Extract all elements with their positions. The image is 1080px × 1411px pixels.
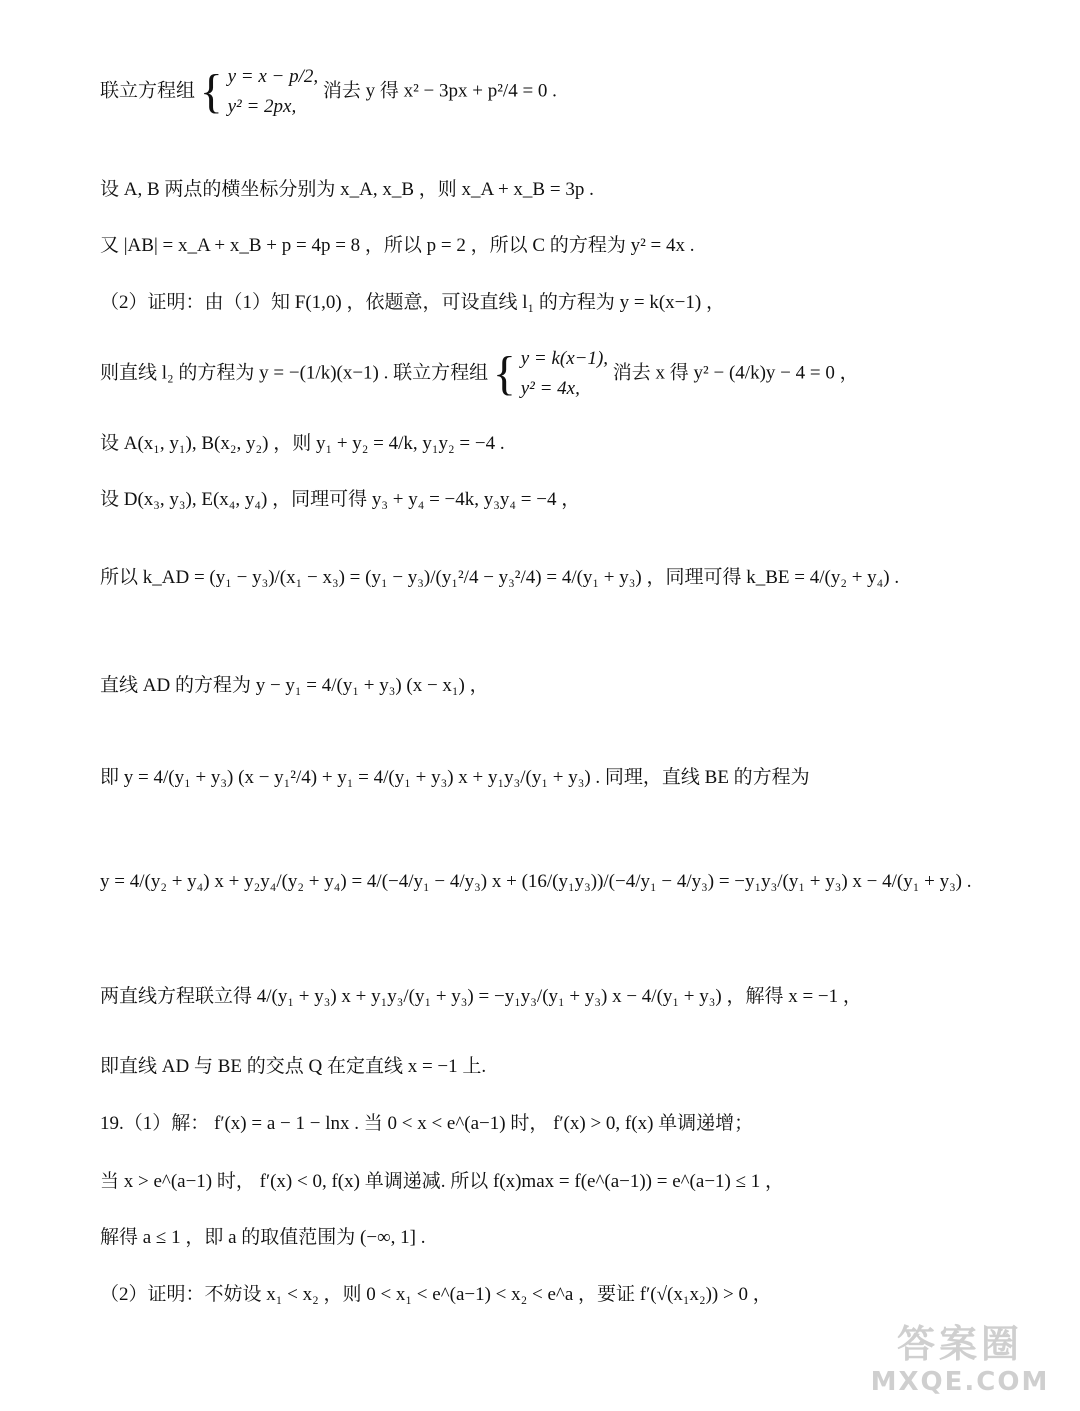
line-text: 设 A, B 两点的横坐标分别为 x_A, x_B ，则 x_A + x_B = 3p . xyxy=(100,179,594,200)
equation-system xyxy=(228,62,319,122)
equation: y = x − p/2, xyxy=(227,66,319,87)
line-text: y = 4/(y₂ + y₄) x + y₂y₄/(y₂ + y₄) = 4/(−4/y₁ − 4/y₃) x + (16/(y₁y₃))/(−4/y₁ − 4/y₃) = −y₁y₃/(y₁ + y₃) x − 4/(y₁ + y₃) . xyxy=(100,871,972,892)
line-text: 又 |AB| = x_A + x_B + p = 4p = 8 ，所以 p = 2 ，所以 C 的方程为 y² = 4x . xyxy=(100,235,695,256)
line-text: 直线 AD 的方程为 y − y₁ = 4/(y₁ + y₃) (x − x₁) ， xyxy=(100,675,489,696)
equation-system xyxy=(521,344,608,404)
line-text: 解得 a ≤ 1 ，即 a 的取值范围为 (−∞, 1] . xyxy=(100,1227,426,1248)
line-text: 即 y = 4/(y₁ + y₃) (x − y₁²/4) + y₁ = 4/(y₁ + y₃) x + y₁y₃/(y₁ + y₃) . 同理，直线 BE 的方程为 xyxy=(100,767,810,788)
line-text: 设 D(x₃, y₃), E(x₄, y₄) ，同理可得 y₃ + y₄ = −4k, y₃y₄ = −4 ， xyxy=(100,489,581,510)
line-text: 消去 x 得 y² − (4/k)y − 4 = 0 ， xyxy=(612,362,859,384)
line-text: 消去 y 得 x² − 3px + p²/4 = 0 . xyxy=(322,80,557,102)
line-text: （2）证明：由（1）知 F(1,0) ，依题意，可设直线 l₁ 的方程为 y = k(x−1) ， xyxy=(100,292,725,313)
equation: y² = 2px, xyxy=(227,96,297,117)
line-text: 两直线方程联立得 4/(y₁ + y₃) x + y₁y₃/(y₁ + y₃) = −y₁y₃/(y₁ + y₃) x − 4/(y₁ + y₃) ，解得 x = −1 ， xyxy=(100,986,862,1007)
equation: y² = 4x, xyxy=(520,378,580,399)
watermark-url: MXQE.COM xyxy=(870,1367,1050,1397)
watermark-text: 答案圈 xyxy=(896,1322,1023,1366)
line-text: 联立方程组 xyxy=(100,80,196,102)
line-text: 19.（1）解： f′(x) = a − 1 − lnx . 当 0 < x < e^(a−1) 时， f′(x) > 0, f(x) 单调递增； xyxy=(100,1113,754,1134)
line-text: 设 A(x₁, y₁), B(x₂, y₂) ，则 y₁ + y₂ = 4/k, y₁y₂ = −4 . xyxy=(100,433,505,454)
line-text: （2）证明：不妨设 x₁ < x₂ ，则 0 < x₁ < e^(a−1) < x₂ < e^a ，要证 f′(√(x₁x₂)) > 0 ， xyxy=(100,1284,772,1305)
line-text: 当 x > e^(a−1) 时， f′(x) < 0, f(x) 单调递减. 所以 f(x)max = f(e^(a−1)) = e^(a−1) ≤ 1 ， xyxy=(100,1171,785,1192)
line-text: 即直线 AD 与 BE 的交点 Q 在定直线 x = −1 上. xyxy=(100,1056,487,1077)
line-text: 所以 k_AD = (y₁ − y₃)/(x₁ − x₃) = (y₁ − y₃)/(y₁²/4 − y₃²/4) = 4/(y₁ + y₃) ，同理可得 k_BE = 4/(y₂ + y₄) . xyxy=(100,567,900,588)
line-system-2 xyxy=(100,344,859,404)
line-system-1 xyxy=(100,62,557,122)
line-text: 则直线 l₂ 的方程为 y = −(1/k)(x−1) . 联立方程组 xyxy=(100,362,489,384)
watermark-logo xyxy=(860,1321,1060,1401)
brace: { xyxy=(199,65,223,118)
equation: y = k(x−1), xyxy=(520,348,609,369)
brace: { xyxy=(492,347,516,400)
